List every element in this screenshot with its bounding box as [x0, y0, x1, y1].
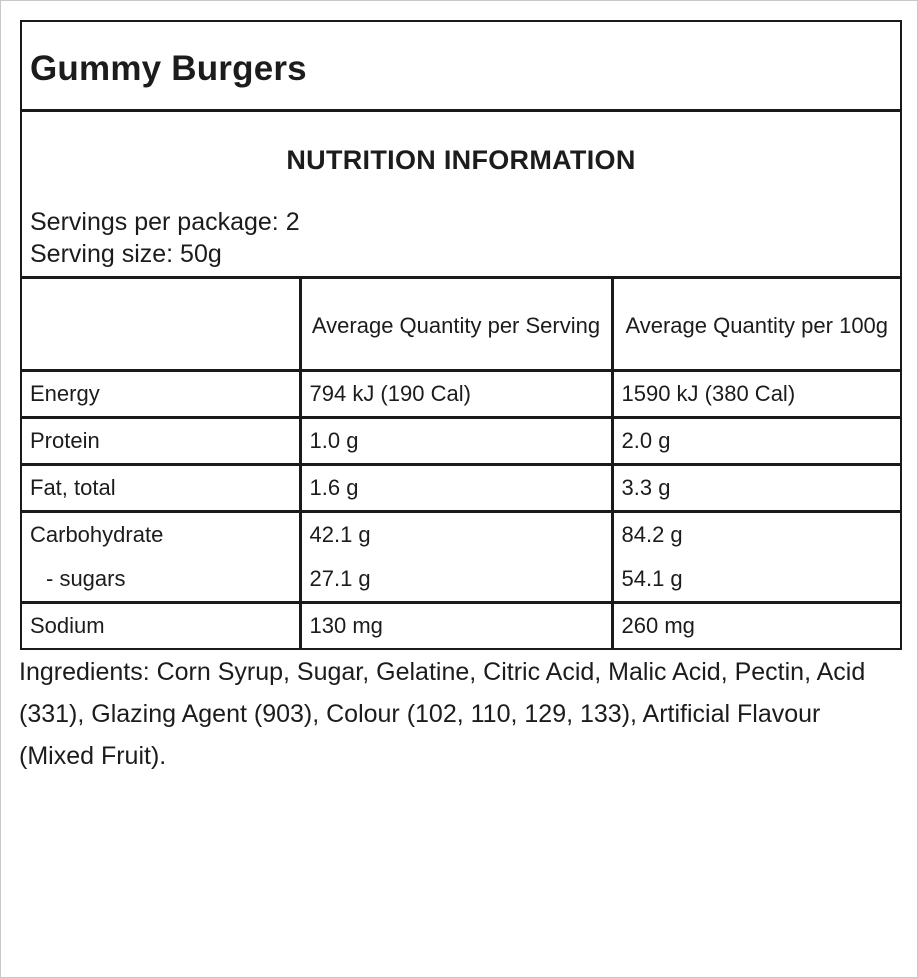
table-row-sugars — [22, 557, 900, 603]
nutrition-panel — [20, 20, 902, 650]
row-per-100g: 2.0 g — [612, 418, 900, 465]
table-row-sodium — [22, 603, 900, 649]
row-per-100g: 54.1 g — [612, 557, 900, 603]
serving-size: Serving size: 50g — [30, 240, 222, 268]
table-row-protein — [22, 418, 900, 465]
nutrition-heading: NUTRITION INFORMATION — [286, 145, 636, 175]
row-label: Carbohydrate — [22, 512, 300, 558]
row-per-100g: 260 mg — [621, 613, 695, 638]
servings-per-package: Servings per package: 2 — [30, 208, 300, 236]
row-per-serving: 1.0 g — [300, 418, 612, 465]
row-label: Protein — [22, 418, 300, 465]
row-per-serving: 130 mg — [300, 603, 612, 649]
servings-info — [30, 206, 300, 270]
row-label: Sodium — [22, 603, 300, 649]
nutrition-table — [22, 279, 900, 648]
row-label: Energy — [22, 371, 300, 418]
row-label: Fat, total — [22, 465, 300, 512]
table-row-energy — [22, 371, 900, 418]
row-per-serving: 42.1 g — [300, 512, 612, 558]
row-per-serving: 794 kJ (190 Cal) — [300, 371, 612, 418]
row-per-100g: 84.2 g — [621, 522, 683, 547]
product-title: Gummy Burgers — [30, 48, 307, 88]
header-per-serving: Average Quantity per Serving — [300, 279, 612, 371]
header-label-cell — [22, 279, 300, 371]
ingredients-text: Ingredients: Corn Syrup, Sugar, Gelatine, Citric Acid, Malic Acid, Pectin, Acid (331), Glazing Agent (903), Colour (102, 110, 129, 133), Artificial Flavour (Mixed Fruit). — [19, 658, 866, 770]
row-per-serving: 1.6 g — [300, 465, 612, 512]
row-per-serving: 27.1 g — [300, 557, 612, 603]
nutrition-info-block — [22, 112, 900, 279]
row-label — [22, 557, 300, 603]
row-per-100g: 1590 kJ (380 Cal) — [612, 371, 900, 418]
sugars-label: - sugars — [46, 566, 126, 591]
title-bar — [22, 22, 900, 112]
row-per-100g: 3.3 g — [612, 465, 900, 512]
table-row-fat — [22, 465, 900, 512]
header-per-100g: Average Quantity per 100g — [612, 279, 900, 371]
table-row-carbohydrate — [22, 512, 900, 558]
table-header-row — [22, 279, 900, 371]
